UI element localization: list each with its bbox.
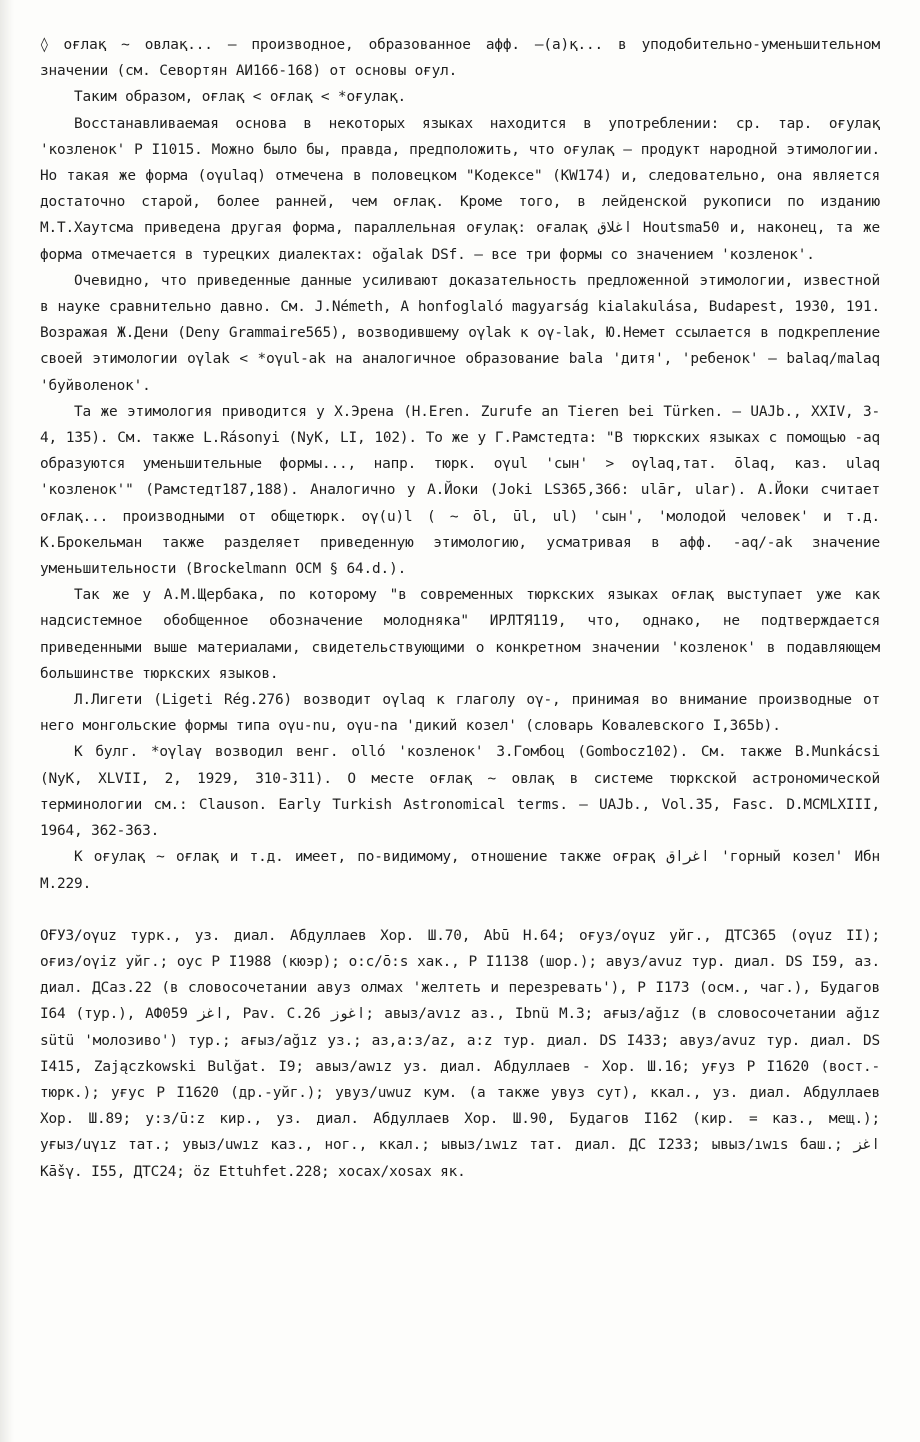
paragraph-ligeti: Л.Лигети (Ligeti Rég.276) возводит oγlaq к глаголу oγ-, принимая во внимание производные от него монгольские формы типа oγu-nu, oγu-na 'дикий козел' (словарь Ковалевского I,365b). — [40, 692, 880, 735]
paragraph-conclusion: Таким образом, оғлақ < оғлақ < *оғулақ. — [74, 89, 407, 106]
paragraph-reconstructed-base: Восстанавливаемая основа в некоторых языках находится в употреблении: ср. тар. оғулақ 'козленок' Р I1015. Можно было бы, правда, предположить, что оғулақ – продукт народной этимологии. Но такая же форма (oγulaq) отмечена в половецком "Кодексе" (KW174) и, следовательно, она является достаточно старой, более ранней, чем оғлақ. Кроме того, в лейденской рукописи по изданию М.Т.Хаутсма приведена другая форма, параллельная оғулақ: оғалақ اغلاق Houtsma50 и, наконец, та же форма отмечается в турецких диалектах: oğalak DSf. – все три формы со значением 'козленок'. — [40, 115, 880, 263]
paragraph-eren-ramstedt: Та же этимология приводится у Х.Эрена (H.Eren. Zurufe an Tieren bei Türken. – UAJb., XXIV, 3-4, 135). См. также L.Rásonyi (NyK, LI, 102). То же у Г.Рамстедта: "В тюркских языках с помощью -aq образуются уменьшительные формы..., напр. тюрк. oγul 'сын' > oγlaq,тат. ōlaq, каз. ulaq 'козленок'" (Рамстедт187,188). Аналогично у А.Йоки (Joki LS365,366: ulār, ular). А.Йоки считает оғлақ... производными от общетюрк. oγ(u)l ( ~ ōl, ūl, ul) 'сын', 'молодой человек' и т.д. К.Брокельман также разделяет приведенную этимологию, усматривая в афф. -aq/-ak значение уменьшительности (Brockelmann OCM § 64.d.). — [40, 403, 880, 578]
paragraph-bulgar: К булг. *oγlaγ возводил венг. olló 'козленок' З.Гомбоц (Gombocz102). См. также B.Munkácsi (NyK, XLVII, 2, 1929, 310-311). О месте оғлақ ~ овлақ в системе тюркской астрономической терминологии см.: Clauson. Early Turkish Astronomical terms. – UAJb., Vol.35, Fasc. D.MCMLXIII, 1964, 362-363. — [40, 744, 880, 840]
document-body — [40, 32, 880, 1185]
page-scan-edge — [0, 0, 14, 1442]
paragraph-shcherbak: Так же у А.М.Щербака, по которому "в современных тюркских языках оғлақ выступает уже как надсистемное обобщенное обозначение молодняка" ИРЛТЯ119, что, однако, не подтверждается приведенными выше материалами, свидетельствующими о конкретном значении 'козленок' в подавляющем большинстве тюркских языков. — [40, 587, 880, 682]
paragraph-etymology-evidence: Очевидно, что приведенные данные усиливают доказательность предложенной этимологии, известной в науке сравнительно давно. См. J.Németh, A honfoglaló magyarság kialakulása, Budapest, 1930, 191. Возражая Ж.Дени (Deny Grammaire565), возводившему oγlak к oγ-lak, Ю.Немет ссылается в подкрепление своей этимологии oγlak < *oγul-ak на аналогичное образование bala 'дитя', 'ребенок' – balaq/malaq 'буйволенок'. — [40, 272, 880, 394]
paragraph-derivation: ◊ оғлақ ~ овлақ... – производное, образованное афф. –(а)қ... в уподобительно-уменьшительном значении (см. Севортян АИ166-168) от основы оғул. — [40, 37, 880, 80]
paragraph-ograk: К оғулақ ~ оғлақ и т.д. имеет, по-видимому, отношение также оғрақ اغراق 'горный козел' Ибн М.229. — [40, 849, 880, 892]
dictionary-entry-oguz: OҒУЗ/oγuz турк., уз. диал. Абдуллаев Хор. Ш.70, Abū H.64; oғуз/oγuz уйг., ДТС365 (oγuz II); oғиз/oγiz уйг.; oуc P I1988 (кюэр); o:c/ō:s хак., P I1138 (шор.); авуз/avuz тур. диал. DS I59, аз. диал. ДСаз.22 (в словосочетании авуз олмах 'желтеть и перезревать'), P I173 (осм., чаг.), Будагов I64 (тур.), АФ059 اغز, Pav. C.26 اغوز; авыз/avız аз., Ibnü M.3; ағыз/ağız (в словосочетании ağız sütü 'молозиво') тур.; ағыз/ağız уз.; аз,а:з/az, a:z тур. диал. DS I433; авуз/avuz тур. диал. DS I415, Zajączkowski Bulğat. I9; авыз/awız уз. диал. Абдуллаев - Хор. Ш.16; уғуз P I1620 (вост.-тюрк.); уғус P I1620 (др.-уйг.); увуз/uwuz кум. (а также увуз сут), ккал., уз. диал. Абдуллаев Хор. Ш.89; у:з/ū:z кир., уз. диал. Абдуллаев Хор. Ш.90, Будагов I162 (кир. = каз., мещ.); уғыз/uγız тат.; увыз/uwız каз., ног., ккал.; ывыз/ıwız тат. диал. ДС I233; ывыз/ıwıs баш.; اغز Kāšγ. I55, ДТС24; öz Ettuhfet.228; хосах/xosax як. — [40, 927, 880, 1180]
